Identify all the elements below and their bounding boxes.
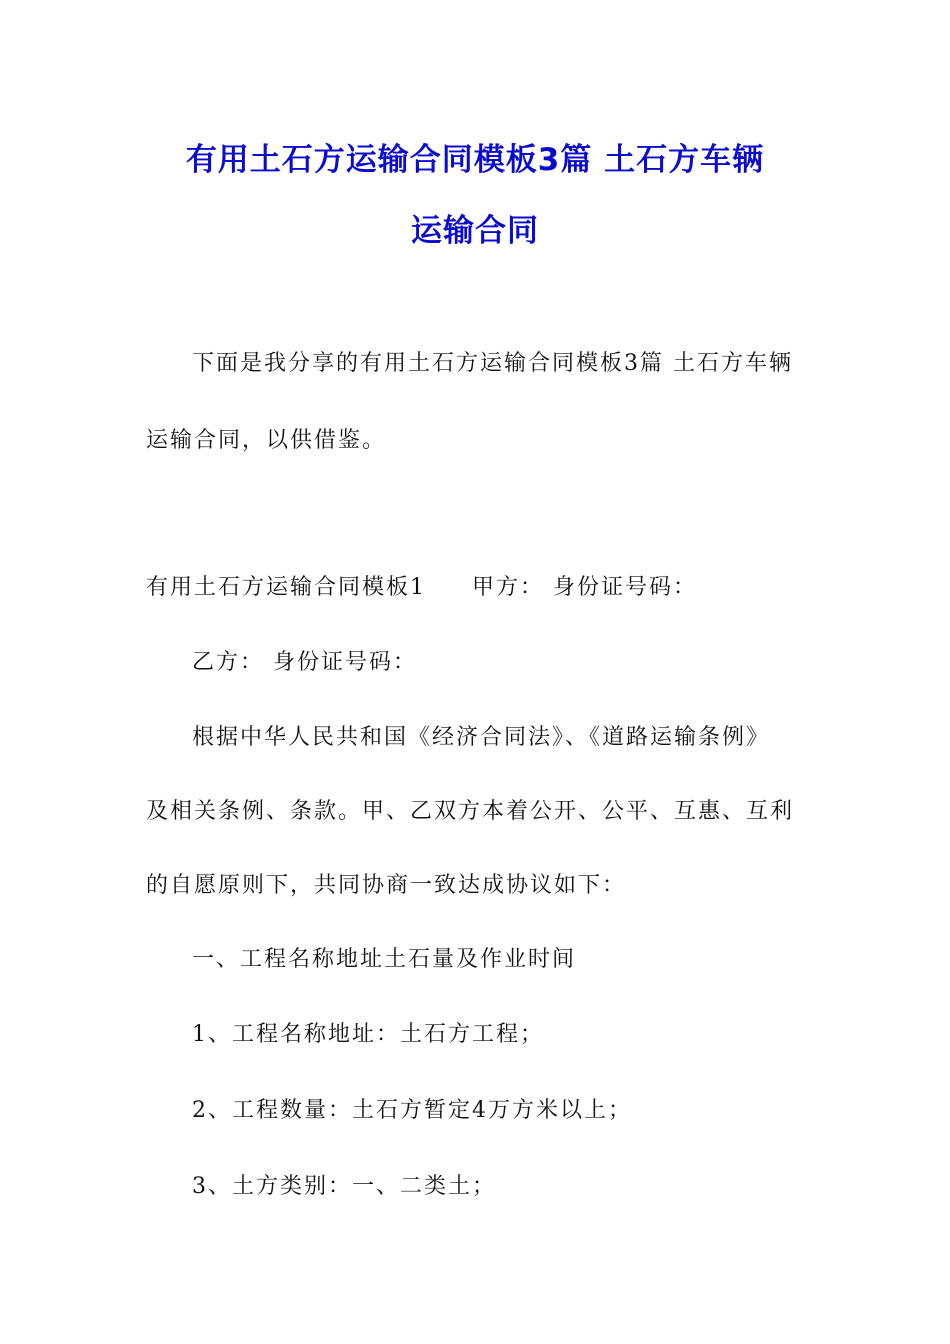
section-1-heading: 有用土石方运输合同模板1: [146, 575, 426, 600]
clause-item-2: 2、工程数量：土石方暂定4万方米以上；: [192, 1098, 632, 1123]
basis-line-2: 及相关条例、条款。甲、乙双方本着公开、公平、互惠、互利: [146, 799, 795, 824]
basis-line-3: 的自愿原则下，共同协商一致达成协议如下：: [146, 873, 627, 898]
document-title-line-2: 运输合同: [411, 213, 539, 249]
intro-line-2: 运输合同，以供借鉴。: [146, 428, 387, 453]
basis-line-1: 根据中华人民共和国《经济合同法》、《道路运输条例》: [192, 725, 771, 750]
party-b-line: 乙方： 身份证号码：: [192, 650, 417, 675]
clause-item-3: 3、土方类别：一、二类土；: [192, 1174, 496, 1199]
clause-item-1: 1、工程名称地址：土石方工程；: [192, 1022, 544, 1047]
intro-line-1: 下面是我分享的有用土石方运输合同模板3篇 土石方车辆: [192, 351, 793, 376]
party-a-line: 甲方： 身份证号码：: [472, 575, 697, 600]
section-1-heading-row: [146, 570, 697, 601]
document-title-line-1: 有用土石方运输合同模板3篇 土石方车辆: [185, 142, 765, 178]
clause-heading: 一、工程名称地址土石量及作业时间: [192, 947, 577, 972]
